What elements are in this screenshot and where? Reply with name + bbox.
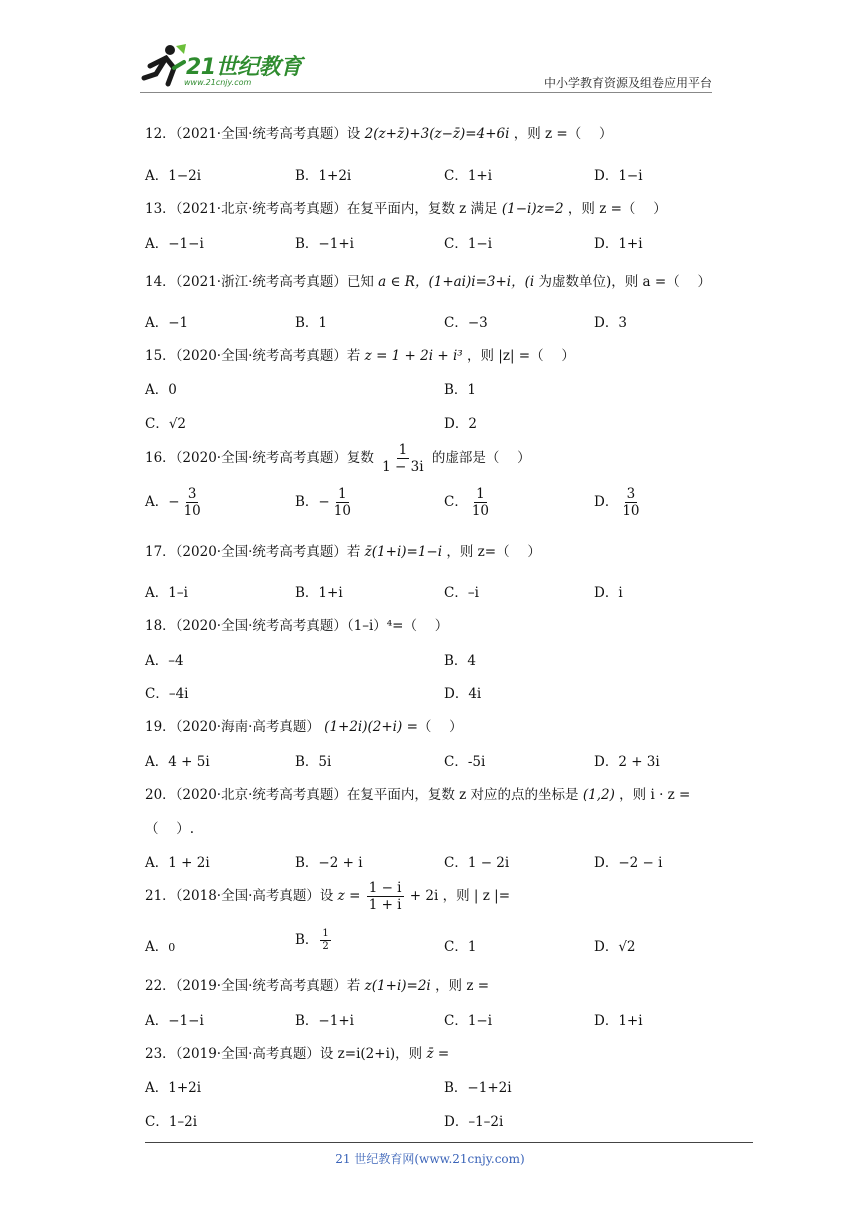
question-stem-end: =（ ）: [406, 719, 463, 735]
fraction-denominator: 10: [622, 503, 640, 519]
option-c[interactable]: C．1+i: [444, 168, 493, 184]
option-d[interactable]: D．1−i: [594, 168, 643, 184]
fraction: [620, 486, 641, 519]
option-b[interactable]: B．1: [295, 315, 328, 331]
option-b[interactable]: B．−1+i: [295, 236, 354, 252]
option-a[interactable]: [145, 486, 205, 519]
question-20-line2: （ ）.: [145, 821, 195, 837]
option-d[interactable]: D．−2 − i: [594, 855, 663, 871]
option-c[interactable]: [444, 486, 493, 519]
question-19: [145, 715, 463, 735]
option-b[interactable]: B．1: [444, 382, 477, 398]
option-label: D．: [594, 939, 619, 955]
option-c[interactable]: C．1−i: [444, 236, 493, 252]
question-math: z̄ =: [426, 1046, 450, 1062]
option-value: 0: [168, 941, 176, 954]
question-stem: 13．（2021·北京·统考高考真题）在复平面内，复数 z 满足: [145, 201, 498, 217]
option-label: A．: [145, 494, 169, 510]
question-21: [145, 880, 510, 913]
question-16: [145, 442, 531, 475]
question-stem-end: ，则 | z |=: [442, 888, 511, 904]
option-a[interactable]: [145, 935, 175, 955]
question-23: [145, 1042, 449, 1062]
question-math: (1+2i)(2+i): [324, 719, 403, 735]
question-stem: 20．（2020·北京·统考高考真题）在复平面内，复数 z 对应的点的坐标是: [145, 787, 579, 803]
option-label: A．: [145, 939, 169, 955]
option-label: C．: [444, 494, 468, 510]
question-stem: 23．（2019·全国·高考真题）设 z=i(2+i)，则: [145, 1046, 423, 1062]
question-stem: 14．（2021·浙江·统考高考真题）已知: [145, 274, 374, 290]
question-math: (1−i)z=2: [501, 201, 564, 217]
question-stem-end: ，则 i · z =: [619, 787, 691, 803]
question-math: z̄(1+i)=1−i: [364, 544, 443, 560]
option-value: 1: [467, 939, 477, 955]
footer-link[interactable]: 21 世纪教育网(www.21cnjy.com): [335, 1152, 525, 1166]
option-a[interactable]: A．1 + 2i: [145, 855, 210, 871]
option-c[interactable]: C．1–2i: [145, 1114, 198, 1130]
fraction-numerator: 1 − i: [368, 880, 402, 896]
option-d[interactable]: D．4i: [444, 686, 482, 702]
option-d[interactable]: D．–1–2i: [444, 1114, 504, 1130]
logo-url: www.21cnjy.com: [184, 78, 252, 87]
question-stem: 12．（2021·全国·统考高考真题）设: [145, 126, 361, 142]
question-math: z = 1 + 2i + i³: [364, 348, 463, 364]
footer-divider: [145, 1142, 753, 1143]
option-sign: −: [318, 494, 330, 510]
option-b[interactable]: B．−1+2i: [444, 1080, 512, 1096]
option-d[interactable]: D．1+i: [594, 236, 643, 252]
option-label: B．: [295, 932, 319, 948]
question-18: [145, 614, 448, 634]
option-a[interactable]: A．−1: [145, 315, 189, 331]
option-b[interactable]: B．1+2i: [295, 168, 352, 184]
question-math: 2(z+z̄)+3(z−z̄)=4+6i: [364, 126, 510, 142]
option-c[interactable]: C．−3: [444, 315, 488, 331]
option-c[interactable]: C．–4i: [145, 686, 189, 702]
fraction-numerator: 1: [476, 486, 485, 502]
fraction-numerator: 3: [626, 486, 636, 502]
fraction: [320, 928, 330, 953]
fraction-numerator: 3: [187, 486, 197, 502]
logo-text: 21世纪教育: [186, 55, 302, 80]
question-math: z(1+i)=2i: [364, 978, 431, 994]
option-b[interactable]: B．5i: [295, 754, 332, 770]
question-stem: 16．（2020·全国·统考高考真题）复数: [145, 450, 374, 466]
question-stem: 19．（2020·海南·高考真题）: [145, 719, 320, 735]
fraction: [380, 442, 425, 475]
question-15: [145, 344, 575, 364]
option-a[interactable]: A．–4: [145, 653, 184, 669]
question-20: [145, 783, 690, 803]
fraction-denominator: 2: [322, 941, 329, 952]
fraction-denominator: 10: [333, 503, 351, 519]
option-b[interactable]: B．−2 + i: [295, 855, 363, 871]
page-header: [140, 40, 712, 92]
option-d[interactable]: D．1+i: [594, 1013, 643, 1029]
question-stem-end: 的虚部是（ ）: [431, 450, 531, 466]
option-c[interactable]: C．–i: [444, 585, 479, 601]
option-c[interactable]: C．1−i: [444, 1013, 493, 1029]
question-14: [145, 270, 711, 290]
option-a[interactable]: A．−1−i: [145, 236, 204, 252]
fraction-denominator: 10: [183, 503, 201, 519]
fraction-denominator: 1 + i: [368, 897, 402, 913]
option-b[interactable]: B．−1+i: [295, 1013, 354, 1029]
question-stem: 22．（2019·全国·统考高考真题）若: [145, 978, 361, 994]
fraction: [470, 486, 491, 519]
fraction-numerator: 1: [338, 486, 347, 502]
option-label: B．: [295, 494, 319, 510]
question-stem-end: 为虚数单位)，则 a =（ ）: [538, 274, 712, 290]
site-logo: [140, 40, 320, 92]
option-a[interactable]: A．0: [145, 382, 177, 398]
question-stem-end: ，则 z =（ ）: [567, 201, 667, 217]
option-d[interactable]: D．2 + 3i: [594, 754, 660, 770]
option-b[interactable]: B．1+i: [295, 585, 343, 601]
fraction: [182, 486, 203, 519]
option-d[interactable]: [594, 935, 636, 955]
question-stem-end: ，则 z=（ ）: [446, 544, 541, 560]
question-stem-end: ，则 z =: [435, 978, 490, 994]
question-22: [145, 974, 489, 994]
option-d[interactable]: D．2: [444, 416, 477, 432]
option-b[interactable]: [295, 928, 333, 953]
option-c[interactable]: C．-5i: [444, 754, 486, 770]
question-math-post: + 2i: [409, 888, 439, 904]
question-stem: 15．（2020·全国·统考高考真题）若: [145, 348, 361, 364]
option-sign: −: [168, 494, 180, 510]
question-12: [145, 122, 613, 142]
option-c[interactable]: C．1 − 2i: [444, 855, 510, 871]
question-math: a ∈ R，(1+ai)i=3+i，(i: [378, 274, 535, 290]
fraction: [367, 880, 404, 913]
option-a[interactable]: A．−1−i: [145, 1013, 204, 1029]
header-divider: [140, 92, 712, 93]
option-b[interactable]: [295, 486, 355, 519]
header-platform-text: 中小学教育资源及组卷应用平台: [543, 76, 712, 90]
option-label: C．: [444, 939, 468, 955]
question-17: [145, 540, 541, 560]
question-math: (1,2): [582, 787, 615, 803]
question-stem-end: ，则 z =（ ）: [513, 126, 613, 142]
option-a[interactable]: A．1+2i: [145, 1080, 202, 1096]
option-d[interactable]: [594, 486, 644, 519]
option-label: D．: [594, 494, 619, 510]
option-value: √2: [618, 939, 636, 955]
fraction-numerator: 1: [398, 442, 408, 458]
option-a[interactable]: A．1−2i: [145, 168, 202, 184]
option-d[interactable]: D．i: [594, 585, 623, 601]
runner-logo-icon: [140, 44, 186, 88]
fraction-denominator: 1 − 3i: [382, 459, 424, 475]
option-b[interactable]: B．4: [444, 653, 477, 669]
fraction-numerator: 1: [322, 928, 329, 939]
question-13: [145, 197, 667, 217]
question-stem: 18．（2020·全国·统考高考真题）（1–i）⁴=（ ）: [145, 618, 449, 634]
fraction: [332, 486, 353, 519]
option-d[interactable]: D．3: [594, 315, 627, 331]
fraction-denominator: 10: [471, 503, 490, 519]
question-math-pre: z =: [337, 888, 361, 904]
question-stem-end: ，则 |z| =（ ）: [467, 348, 575, 364]
option-c[interactable]: [444, 935, 476, 955]
question-stem: 17．（2020·全国·统考高考真题）若: [145, 544, 361, 560]
option-a[interactable]: A．4 + 5i: [145, 754, 210, 770]
option-c[interactable]: C．√2: [145, 416, 187, 432]
question-stem: 21．（2018·全国·高考真题）设: [145, 888, 334, 904]
option-a[interactable]: A．1–i: [145, 585, 188, 601]
